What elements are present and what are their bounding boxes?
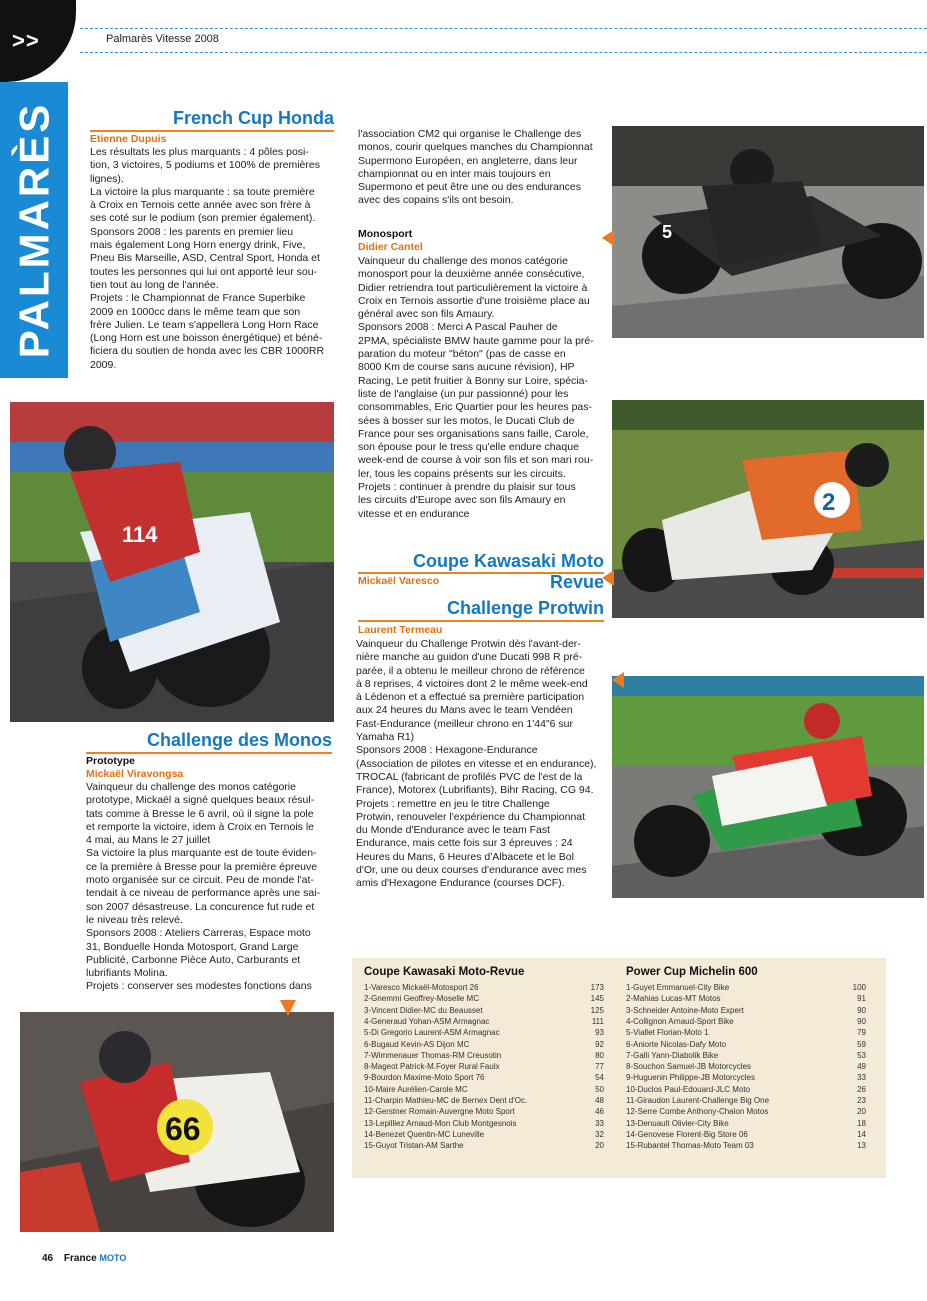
points: 26 — [857, 1084, 866, 1094]
photo-bike-ducati — [612, 676, 924, 898]
rider-entry: 15-Guyot Tristan-AM Sarthe — [364, 1141, 464, 1151]
rider-entry: 11-Giraudon Laurent-Challenge Big One — [626, 1096, 770, 1105]
rider-entry: 14-Benezet Quentin-MC Luneville — [364, 1129, 485, 1139]
protwin-text: Vainqueur du Challenge Protwin dès l'avant-der- nière manche au guidon d'une Ducati 998 R pré- parée, il a obtenu le meilleur chrono de référence à 8 reprises, 4 victoires dont 2 le même week-end à Lédenon et a effectué sa première participation aux 24 heures du Mans avec le team Vendéen Fast-Endurance (meilleur chrono en 1'44"6 sur Yamaha R1) Sponsors 2008 : Hexagone-Endurance (Association de pilotes en vitesse et en endurance), TROCAL (fabricant de profilés PVC de l'est de la France), Motorex (Lubrifiants), Bihr Racing, CG 94. Projets : remettre en jeu le titre Challenge Protwin, renouveler l'expérience du Championnat du Monde d'Endurance avec le team Fast Endurance, mais cette fois sur 3 épreuves : 24 Heures du Mans, 6 Heures d'Albacete et le Bol d'Or, une ou deux courses d'endurance avec mes amis d'Hexagone Endurance (courses DCF). — [356, 638, 597, 890]
rider-entry: 12-Serre Combe Anthony-Chalon Motos — [626, 1107, 769, 1117]
points: 46 — [595, 1107, 604, 1117]
points: 111 — [591, 1016, 604, 1026]
points: 77 — [595, 1062, 604, 1072]
magazine-name: France — [63, 1253, 97, 1264]
table-row — [364, 1061, 604, 1072]
table-row — [364, 1072, 604, 1083]
monosport-category: Monosport — [358, 228, 413, 240]
points: 50 — [595, 1084, 604, 1094]
rider-entry: 2-Mahias Lucas-MT Motos — [626, 994, 721, 1004]
pointer-arrow-icon — [280, 1000, 296, 1016]
french-cup-rule — [90, 130, 334, 132]
points: 93 — [595, 1028, 604, 1038]
points: 20 — [595, 1141, 604, 1151]
table-row — [364, 993, 604, 1004]
table-row — [364, 1027, 604, 1038]
michelin-table — [626, 982, 866, 1154]
points: 90 — [857, 1016, 866, 1026]
table-row — [364, 1129, 604, 1140]
bike-66-number: 66 — [165, 1111, 201, 1147]
points: 173 — [590, 983, 604, 992]
kawasaki-rule — [358, 572, 604, 574]
table-row — [626, 1084, 866, 1095]
points: 48 — [595, 1096, 604, 1105]
rider-entry: 14-Genovese Florent-Big Store 06 — [626, 1129, 748, 1139]
michelin-table-title: Power Cup Michelin 600 — [626, 966, 758, 978]
points: 100 — [852, 983, 866, 992]
rider-entry: 11-Charpin Mathieu-MC de Bernex Dent d'Oc. — [364, 1096, 528, 1105]
header-rule-top — [80, 28, 927, 29]
photo-bike-114 — [10, 402, 334, 722]
points: 125 — [590, 1005, 604, 1015]
table-row — [364, 1106, 604, 1117]
standings-box — [352, 958, 886, 1178]
rider-entry: 6-Bugaud Kevin-AS Dijon MC — [364, 1039, 470, 1049]
points: 23 — [857, 1096, 866, 1105]
bike-2-number: 2 — [822, 489, 836, 516]
monos-text: Vainqueur du challenge des monos catégorie prototype, Mickaël a signé quelques beaux résul- tats comme à Bresse le 6 avril, où il signe la pole et remporte la victoire, idem à Croix en Ternois le 4 mai, au Mans le 27 juillet Sa victoire la plus marquante est de toute éviden- ce la première à Bresse pour la première épreuve moto organisée sur ce circuit. Peu de monde l'at- tendait à ce niveau de performance après une sai- son 2007 désastreuse. La concurence fut rude et le niveau très relevé. Sponsors 2008 : Ateliers Carreras, Espace moto 31, Bonduelle Honda Motosport, Grand Large Publicité, Carbonne Pièce Auto, Carburants et lubrifiants Molina. Projets : conserver ses modestes fonctions dans — [86, 781, 321, 993]
french-cup-text: Les résultats les plus marquants : 4 pôles posi- tion, 3 victoires, 5 podiums et 100% de premières lignes). La victoire la plus marquante : sa toute première à Croix en Ternois cette année avec son frère à ses coté sur le podium (son premier également). Sponsors 2008 : les parents en premier lieu mais également Long Horn energy drink, Five, Pneu Bis Marseille, ASD, Central Sport, Honda et toutes les personnes qui lui ont apporté leur sou- tien tout au long de l'année. Projets : le Championnat de France Superbike 2009 en 1000cc dans le même team que son frère Julien. Le team s'appellera Long Horn Race (Long Horn est une boisson énergétique) et béné- ficiera du soutien de honda avec les CBR 1000RR 2009. — [90, 146, 325, 371]
table-row — [364, 982, 604, 993]
running-header: Palmarès Vitesse 2008 — [106, 33, 219, 45]
photo-bike-66 — [20, 1012, 334, 1232]
rider-entry: 3-Schneider Antoine-Moto Expert — [626, 1005, 744, 1015]
pointer-arrow-icon — [612, 672, 624, 688]
rider-entry: 4-Generaud Yohan-ASM Armagnac — [364, 1016, 490, 1026]
table-row — [626, 1005, 866, 1016]
points: 80 — [595, 1050, 604, 1060]
rider-entry: 1-Guyet Emmanuel-City Bike — [626, 983, 730, 992]
page-footer — [42, 1253, 126, 1264]
points: 54 — [595, 1073, 604, 1083]
rider-entry: 1-Varesco Mickaël-Motosport 26 — [364, 983, 479, 992]
table-row — [626, 1140, 866, 1151]
monos-title: Challenge des Monos — [146, 730, 332, 750]
table-row — [626, 982, 866, 993]
monos-category: Prototype — [86, 755, 136, 767]
table-row — [626, 1072, 866, 1083]
protwin-title: Challenge Protwin — [446, 598, 604, 618]
table-row — [364, 1039, 604, 1050]
rider-entry: 5-Di Gregorio Laurent-ASM Armagnac — [364, 1028, 500, 1038]
rider-entry: 15-Rubantel Thomas-Moto Team 03 — [626, 1141, 754, 1151]
table-row — [626, 1118, 866, 1129]
rider-entry: 8-Mageot Patrick-M.Foyer Rural Faulx — [364, 1062, 500, 1072]
protwin-rider: Laurent Termeau — [358, 624, 443, 636]
table-row — [364, 1140, 604, 1151]
table-row — [364, 1095, 604, 1106]
rider-entry: 9-Huguenin Philippe-JB Motorcycles — [626, 1073, 755, 1083]
points: 18 — [857, 1118, 866, 1128]
bike-114-number: 114 — [122, 522, 158, 547]
rider-entry: 7-Galli Yann-Diabolik Bike — [626, 1050, 719, 1060]
magazine-name-moto: MOTO — [99, 1253, 127, 1263]
rider-entry: 10-Duclos Paul-Edouard-JLC Moto — [626, 1084, 751, 1094]
points: 49 — [857, 1062, 866, 1072]
table-row — [626, 1129, 866, 1140]
rider-entry: 5-Viallet Florian-Moto 1 — [626, 1028, 709, 1038]
table-row — [364, 1050, 604, 1061]
photo-bike-2 — [612, 400, 924, 618]
points: 14 — [857, 1129, 866, 1139]
points: 53 — [857, 1050, 866, 1060]
table-row — [626, 1106, 866, 1117]
table-row — [626, 993, 866, 1004]
rider-entry: 13-Lepilliez Arnaud-Mon Club Montgesnois — [364, 1118, 517, 1128]
monos-rule — [86, 752, 332, 754]
rider-entry: 8-Souchon Samuel-JB Motorcycles — [626, 1062, 751, 1072]
points: 33 — [595, 1118, 604, 1128]
table-row — [364, 1084, 604, 1095]
points: 59 — [857, 1039, 866, 1049]
french-cup-title: French Cup Honda — [173, 108, 334, 128]
rider-entry: 9-Bourdon Maxime-Moto Sport 76 — [364, 1073, 485, 1083]
table-row — [626, 1027, 866, 1038]
points: 145 — [590, 994, 604, 1004]
protwin-rule — [358, 620, 604, 622]
rider-entry: 2-Gnemmi Geoffrey-Moselle MC — [364, 994, 479, 1004]
kawasaki-title: Coupe Kawasaki Moto Revue — [412, 551, 604, 592]
pointer-arrow-icon — [602, 570, 614, 586]
points: 32 — [595, 1129, 604, 1139]
table-row — [626, 1095, 866, 1106]
table-row — [626, 1050, 866, 1061]
rider-entry: 13-Denuault Olivier-City Bike — [626, 1118, 729, 1128]
rider-entry: 3-Vincent Didier-MC du Beausset — [364, 1005, 483, 1015]
monosport-rider: Didier Cantel — [358, 241, 423, 253]
rider-entry: 7-Wimmenauer Thomas-RM Creusotin — [364, 1050, 502, 1060]
photo-bike-5 — [612, 126, 924, 338]
section-label: PALMARÈS — [10, 101, 57, 359]
monos-rider: Mickaël Viravongsa — [86, 768, 184, 780]
table-row — [626, 1016, 866, 1027]
rider-entry: 10-Maire Aurélien-Carole MC — [364, 1084, 468, 1094]
rider-entry: 6-Aniorte Nicolas-Dafy Moto — [626, 1039, 727, 1049]
table-row — [626, 1039, 866, 1050]
table-row — [364, 1118, 604, 1129]
points: 33 — [857, 1073, 866, 1083]
header-rule — [80, 52, 927, 53]
points: 20 — [857, 1107, 866, 1117]
kawasaki-rider: Mickaël Varesco — [358, 575, 440, 587]
table-row — [626, 1061, 866, 1072]
chevron-icon: >> — [12, 28, 40, 53]
table-row — [364, 1016, 604, 1027]
page-number: 46 — [42, 1253, 54, 1264]
kawasaki-table — [364, 982, 604, 1154]
bike-5-number: 5 — [662, 222, 673, 242]
monos-text-continued: l'association CM2 qui organise le Challenge des monos, courir quelques manches du Championnat Supermono Européen, en angleterre, dans leur championnat ou en inter mais toujours en Supermono et peut être une ou des endurances avec des copains s'ils ont besoin. — [358, 128, 593, 207]
french-cup-rider: Etienne Dupuis — [90, 133, 167, 145]
points: 13 — [857, 1141, 866, 1151]
points: 91 — [857, 994, 866, 1004]
kawasaki-table-title: Coupe Kawasaki Moto-Revue — [364, 966, 525, 978]
pointer-arrow-icon — [602, 230, 614, 246]
points: 90 — [857, 1005, 866, 1015]
rider-entry: 12-Gerstner Romain-Auvergne Moto Sport — [364, 1107, 515, 1117]
points: 79 — [857, 1028, 866, 1038]
points: 92 — [595, 1039, 604, 1049]
rider-entry: 4-Collignon Arnaud-Sport Bike — [626, 1016, 734, 1026]
table-row — [364, 1005, 604, 1016]
monosport-text: Vainqueur du challenge des monos catégorie monosport pour la deuxième année consécutive, Didier retriendra tout particulièrement la victoire à Croix en Ternois assortie d'une troisième place au général avec son fils Amaury. Sponsors 2008 : Merci A Pascal Pauher de 2PMA, spécialiste BMW haute gamme pour la pré- paration du moteur "béton" (pas de casse en 8000 Km de course sans aucune révision), HP Racing, Le petit fruitier à Bonny sur Loire, spécia- liste de l'anglaise (un pur passionné) pour les consommables, Eric Quartier pour les heures pas- sées à bosser sur les motos, le Ducati Club de France pour ses organisations sans faille, Carole, son épouse pour le tress qu'elle endure chaque week-end de course à voir son fils et son mari rou- ler, tous les copains présents sur les circuits. Projets : continuer à prendre du plaisir sur tous les circuits d'Europe avec son fils Amaury en vitesse et en endurance — [358, 255, 594, 520]
